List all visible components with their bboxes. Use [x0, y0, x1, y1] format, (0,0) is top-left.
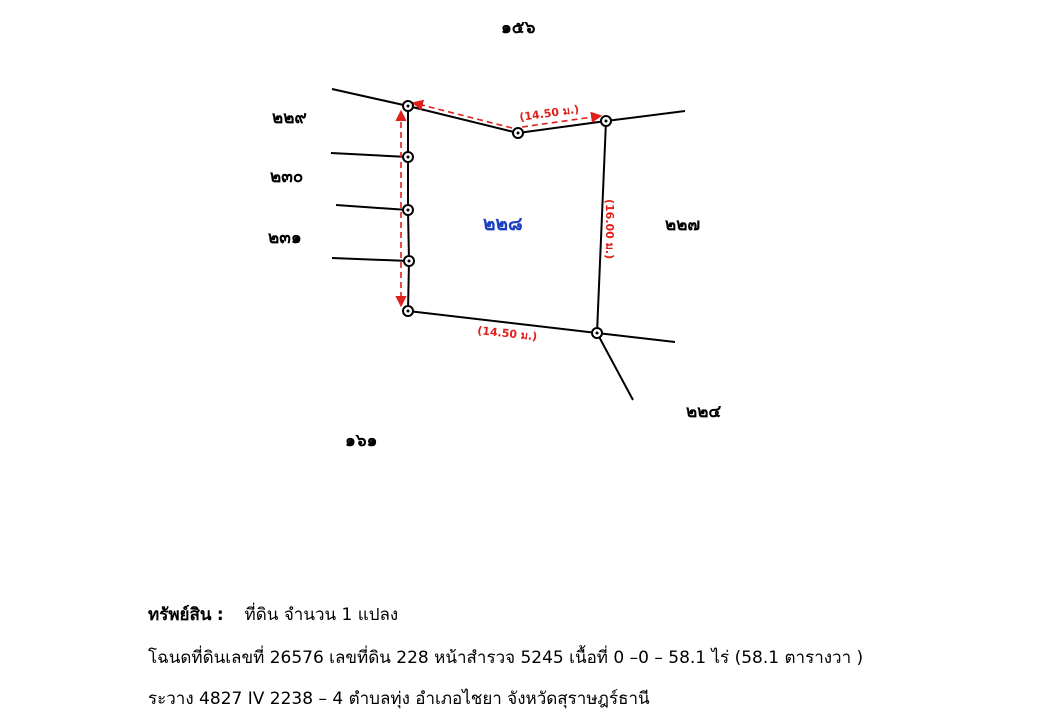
boundary-top-left-segment: [408, 106, 518, 133]
neighbor-parcel-left-upper: ๒๒๙: [272, 108, 307, 128]
neighbor-line-left-2: [336, 205, 408, 210]
neighbor-parcel-top: ๑๕๖: [501, 18, 536, 38]
survey-marker: [513, 128, 523, 138]
neighbor-parcel-bottom-right: ๒๒๔: [686, 402, 722, 422]
main-parcel-number: ๒๒๘: [483, 213, 523, 235]
survey-marker: [403, 152, 413, 162]
asset-summary-line: [148, 601, 398, 628]
survey-marker: [403, 101, 413, 111]
survey-marker: [404, 256, 414, 266]
neighbor-parcel-bottom-left: ๑๖๑: [345, 431, 378, 451]
survey-marker: [592, 328, 602, 338]
survey-marker: [403, 205, 413, 215]
neighbor-line-right: [597, 333, 675, 342]
neighbor-parcel-right: ๒๒๗: [665, 215, 701, 235]
neighbor-line-top-left: [332, 89, 408, 106]
dimension-arrow-top-left: [414, 103, 512, 128]
boundary-left-side-1: [408, 261, 409, 311]
survey-marker: [403, 306, 413, 316]
location-details-line: ระวาง 4827 IV 2238 – 4 ตำบลทุ่ง อำเภอไชยา จังหวัดสุราษฎร์ธานี: [148, 689, 650, 709]
deed-details-line: โฉนดที่ดินเลขที่ 26576 เลขที่ดิน 228 หน้าสำรวจ 5245 เนื้อที่ 0 –0 – 58.1 ไร่ (58.1 ตารางวา ): [148, 648, 864, 668]
neighbor-parcel-left-middle: ๒๓๐: [270, 167, 304, 187]
asset-colon: :: [216, 605, 224, 625]
boundary-top-right-segment: [518, 121, 606, 133]
neighbor-line-bottom-right: [597, 333, 633, 400]
neighbor-parcel-left-lower: ๒๓๑: [268, 228, 302, 248]
parcel-boundaries: [331, 89, 685, 400]
neighbor-line-left-1: [331, 153, 408, 157]
asset-label: ทรัพย์สิน: [148, 605, 212, 625]
dimension-label-top: (14.50 ม.): [518, 102, 580, 124]
dimension-arrows: [401, 103, 600, 305]
survey-marker: [601, 116, 611, 126]
boundary-left-side-2: [408, 210, 409, 261]
dimension-label-right: (16.00 ม.): [603, 199, 616, 260]
neighbor-line-top-right: [606, 111, 685, 121]
neighbor-line-left-3: [332, 258, 409, 261]
dimension-label-bottom: (14.50 ม.): [476, 324, 538, 344]
asset-value: ที่ดิน จำนวน 1 แปลง: [244, 605, 399, 625]
